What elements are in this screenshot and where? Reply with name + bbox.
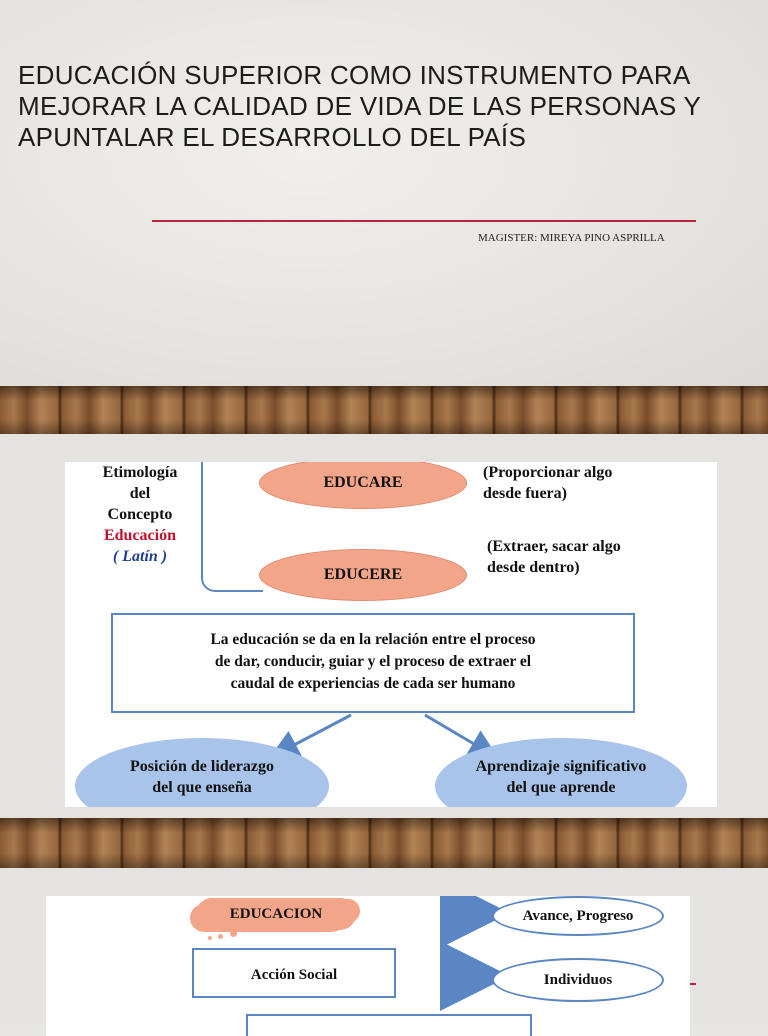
avance-oval: Avance, Progreso <box>492 896 664 936</box>
relation-box <box>111 613 635 713</box>
arrow-left <box>277 715 351 754</box>
wood-divider-bottom <box>0 818 768 868</box>
etymology-line-2: del <box>129 485 151 502</box>
education-slide <box>0 868 768 1024</box>
educare-oval: EDUCARE <box>259 462 467 509</box>
educare-meaning-line-1: (Proporcionar algo <box>483 464 613 481</box>
learning-line-2: del que aprende <box>506 779 616 796</box>
etymology-language: ( Latín ) <box>112 548 168 565</box>
educere-oval: EDUCERE <box>259 549 467 601</box>
relation-line-3: caudal de experiencias de cada ser humano <box>230 675 516 692</box>
individuos-oval: Individuos <box>492 958 664 1002</box>
education-diagram <box>46 896 690 1036</box>
accion-social-box: Acción Social <box>192 948 396 998</box>
educere-meaning <box>487 536 621 578</box>
leadership-line-1: Posición de liderazgo <box>130 758 274 775</box>
etymology-line-1: Etimología <box>102 464 178 481</box>
relation-line-2: de dar, conducir, guiar y el proceso de extraer el <box>214 653 532 670</box>
educere-meaning-line-1: (Extraer, sacar algo <box>487 538 621 555</box>
etymology-diagram <box>65 462 717 807</box>
title-slide <box>0 0 768 386</box>
etymology-slide <box>0 434 768 818</box>
accent-divider <box>152 220 696 222</box>
etymology-label <box>65 462 215 567</box>
accent-tick <box>690 983 696 985</box>
author-subtitle: MAGISTER: MIREYA PINO ASPRILLA <box>478 232 665 244</box>
leadership-line-2: del que enseña <box>152 779 252 796</box>
bracket-connector <box>201 462 263 592</box>
slide-title: EDUCACIÓN SUPERIOR COMO INSTRUMENTO PARA MEJORAR LA CALIDAD DE VIDA DE LAS PERSONAS Y APUNTALAR EL DESARROLLO DEL PAÍS <box>18 60 701 152</box>
educacion-cloud: EDUCACION <box>196 898 356 930</box>
relation-line-1: La educación se da en la relación entre el proceso <box>210 631 536 648</box>
wood-divider-top <box>0 386 768 434</box>
etymology-word: Educación <box>103 527 176 544</box>
learning-line-1: Aprendizaje significativo <box>475 758 647 775</box>
bottom-box <box>246 1014 532 1036</box>
educare-meaning-line-2: desde fuera) <box>483 485 567 502</box>
educere-meaning-line-2: desde dentro) <box>487 559 580 576</box>
educare-meaning <box>483 462 612 504</box>
etymology-line-3: Concepto <box>107 506 173 523</box>
